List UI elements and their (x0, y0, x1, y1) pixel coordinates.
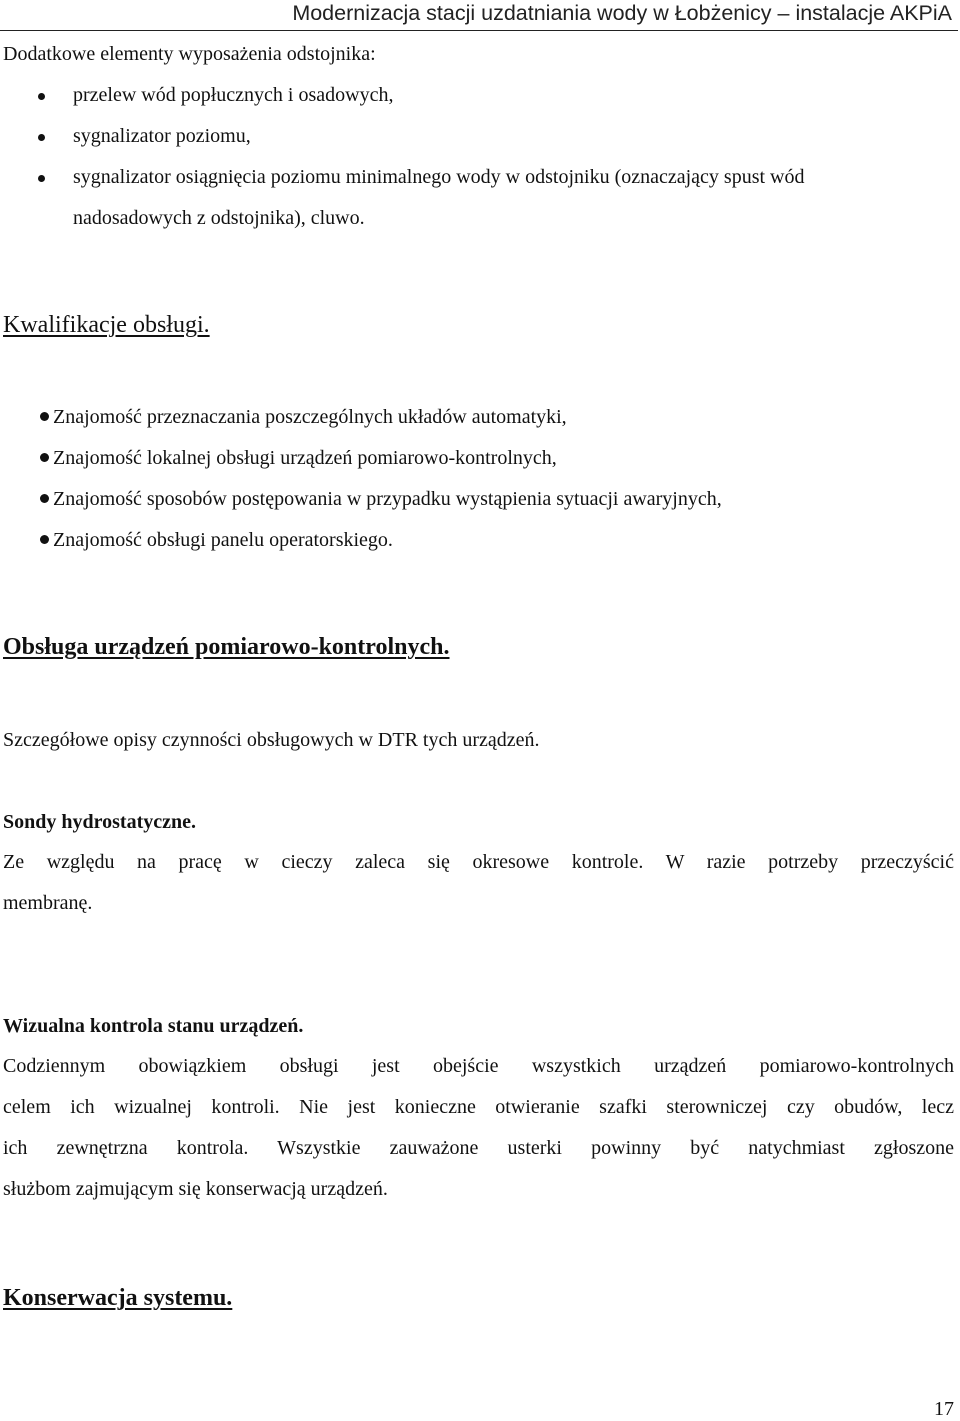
page-header (0, 0, 958, 31)
qualification-item: Znajomość obsługi panelu operatorskiego. (40, 529, 393, 552)
qualifications-heading: Kwalifikacje obsługi. (3, 312, 210, 338)
equipment-item: sygnalizator osiągnięcia poziomu minimalnego wody w odstojniku (oznaczający spust wód (73, 166, 805, 188)
qualification-item: Znajomość sposobów postępowania w przypadku wystąpienia sytuacji awaryjnych, (40, 488, 722, 511)
equipment-item: przelew wód popłucznych i osadowych, (73, 84, 394, 106)
equipment-item: sygnalizator poziomu, (73, 125, 251, 147)
visual-text-end: służbom zajmującym się konserwacją urządzeń. (3, 1178, 388, 1200)
measurement-intro: Szczegółowe opisy czynności obsługowych w DTR tych urządzeń. (3, 729, 540, 751)
bullet-icon (40, 535, 49, 544)
header-title: Modernizacja stacji uzdatniania wody w Łobżenicy – instalacje AKPiA (292, 1, 952, 25)
bullet-icon (40, 494, 49, 503)
visual-text: Codziennym obowiązkiem obsługi jest obejście wszystkich urządzeń pomiarowo-kontrolnych (3, 1055, 954, 1077)
bullet-icon (38, 175, 45, 182)
qualification-item: Znajomość przeznaczania poszczególnych układów automatyki, (40, 406, 567, 429)
visual-text: ich zewnętrzna kontrola. Wszystkie zauważone usterki powinny być natychmiast zgłoszone (3, 1137, 954, 1159)
probes-text-end: membranę. (3, 892, 93, 914)
bullet-icon (40, 412, 49, 421)
page-number: 17 (934, 1398, 954, 1420)
probes-heading: Sondy hydrostatyczne. (3, 811, 196, 833)
visual-heading: Wizualna kontrola stanu urządzeń. (3, 1015, 304, 1037)
bullet-icon (38, 93, 45, 100)
measurement-heading: Obsługa urządzeń pomiarowo-kontrolnych. (3, 634, 450, 660)
qualification-item: Znajomość lokalnej obsługi urządzeń pomiarowo-kontrolnych, (40, 447, 557, 470)
maintenance-heading: Konserwacja systemu. (3, 1285, 233, 1311)
bullet-icon (38, 134, 45, 141)
visual-text: celem ich wizualnej kontroli. Nie jest konieczne otwieranie szafki sterowniczej czy obudów, lecz (3, 1096, 954, 1118)
bullet-icon (40, 453, 49, 462)
equipment-intro: Dodatkowe elementy wyposażenia odstojnika: (3, 43, 376, 65)
equipment-item-continuation: nadosadowych z odstojnika), cluwo. (73, 207, 365, 229)
probes-text: Ze względu na pracę w cieczy zaleca się okresowe kontrole. W razie potrzeby przeczyścić (3, 851, 954, 873)
